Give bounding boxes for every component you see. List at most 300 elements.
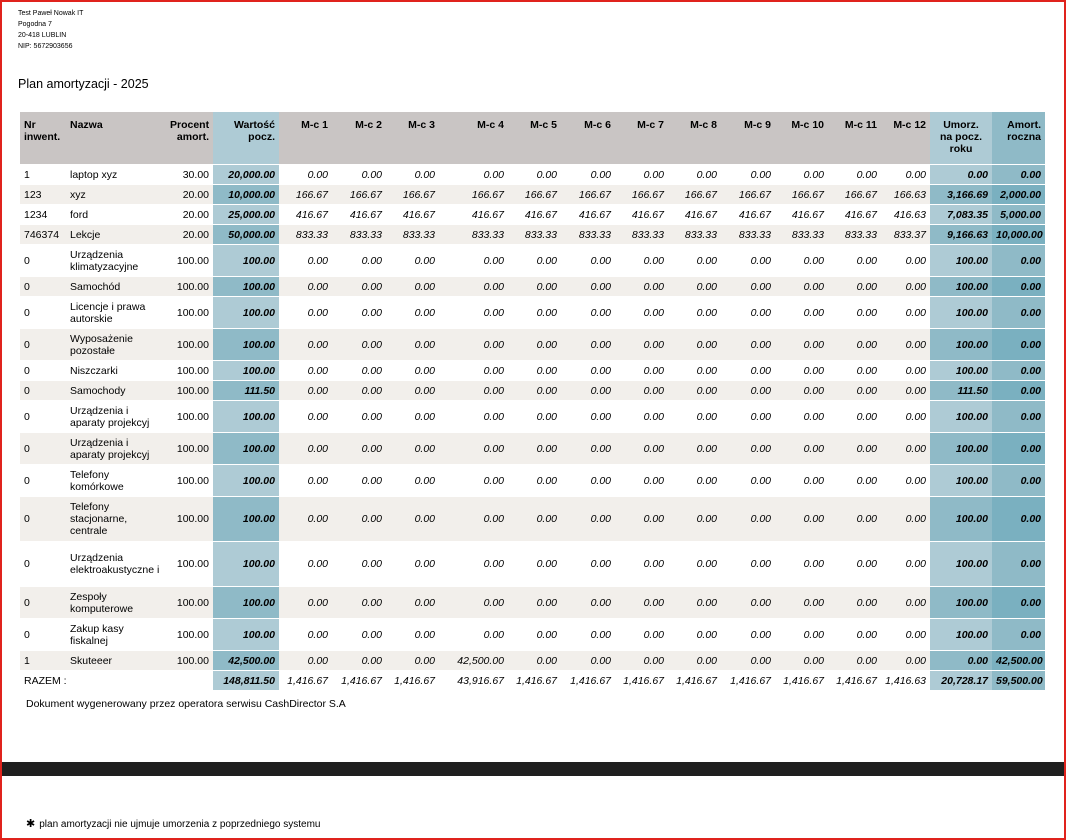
row-month-8: 0.00 <box>668 381 721 401</box>
row-month-9: 0.00 <box>721 361 775 381</box>
row-nr: 0 <box>20 587 66 619</box>
row-nr: 1 <box>20 165 66 185</box>
row-month-4: 0.00 <box>439 297 508 329</box>
row-month-11: 0.00 <box>828 165 881 185</box>
row-percent: 20.00 <box>166 185 213 205</box>
table-row <box>20 401 1045 433</box>
row-umorz: 111.50 <box>930 381 992 401</box>
row-month-2: 0.00 <box>332 329 386 361</box>
row-month-4: 0.00 <box>439 433 508 465</box>
table-row <box>20 277 1045 297</box>
row-amort: 0.00 <box>992 329 1045 361</box>
row-name: Urządzenia i aparaty projekcyj <box>66 401 166 433</box>
row-umorz: 7,083.35 <box>930 205 992 225</box>
header-wartosc: Wartość pocz. <box>213 112 279 165</box>
table-row <box>20 465 1045 497</box>
row-percent: 100.00 <box>166 619 213 651</box>
row-month-11: 0.00 <box>828 381 881 401</box>
row-umorz: 100.00 <box>930 297 992 329</box>
table-row <box>20 651 1045 671</box>
row-month-11: 0.00 <box>828 401 881 433</box>
row-month-2: 0.00 <box>332 542 386 587</box>
row-umorz: 100.00 <box>930 542 992 587</box>
table-row <box>20 245 1045 277</box>
row-percent: 100.00 <box>166 542 213 587</box>
row-month-11: 166.67 <box>828 185 881 205</box>
row-amort: 0.00 <box>992 401 1045 433</box>
row-month-9: 0.00 <box>721 497 775 542</box>
row-amort: 0.00 <box>992 465 1045 497</box>
row-name: Urządzenia klimatyzacyjne <box>66 245 166 277</box>
row-month-11: 0.00 <box>828 329 881 361</box>
row-percent: 20.00 <box>166 225 213 245</box>
total-month-1: 1,416.67 <box>279 671 332 691</box>
footnote <box>26 817 320 830</box>
row-month-12: 0.00 <box>881 381 930 401</box>
total-wartosc: 148,811.50 <box>213 671 279 691</box>
row-name: Telefony stacjonarne, centrale <box>66 497 166 542</box>
row-amort: 0.00 <box>992 497 1045 542</box>
header-row <box>20 112 1045 165</box>
header-amort: Amort. roczna <box>992 112 1045 165</box>
row-month-6: 0.00 <box>561 361 615 381</box>
row-month-9: 0.00 <box>721 297 775 329</box>
row-month-11: 0.00 <box>828 542 881 587</box>
row-month-2: 0.00 <box>332 381 386 401</box>
row-month-5: 0.00 <box>508 433 561 465</box>
row-name: Urządzenia i aparaty projekcyj <box>66 433 166 465</box>
row-percent: 100.00 <box>166 465 213 497</box>
row-amort: 0.00 <box>992 277 1045 297</box>
row-wartosc: 25,000.00 <box>213 205 279 225</box>
row-amort: 10,000.00 <box>992 225 1045 245</box>
row-amort: 0.00 <box>992 381 1045 401</box>
row-month-8: 0.00 <box>668 651 721 671</box>
company-city: 20-418 LUBLIN <box>18 32 67 39</box>
row-amort: 0.00 <box>992 297 1045 329</box>
row-name: Niszczarki <box>66 361 166 381</box>
table-row <box>20 225 1045 245</box>
total-month-7: 1,416.67 <box>615 671 668 691</box>
header-month-11: M-c 11 <box>828 112 881 165</box>
row-wartosc: 100.00 <box>213 277 279 297</box>
row-month-4: 0.00 <box>439 542 508 587</box>
row-month-4: 833.33 <box>439 225 508 245</box>
row-month-6: 0.00 <box>561 542 615 587</box>
row-month-2: 0.00 <box>332 361 386 381</box>
row-month-9: 0.00 <box>721 433 775 465</box>
row-month-1: 0.00 <box>279 329 332 361</box>
row-month-12: 0.00 <box>881 433 930 465</box>
page-divider-bar <box>2 762 1064 776</box>
row-month-10: 0.00 <box>775 497 828 542</box>
row-month-4: 0.00 <box>439 277 508 297</box>
row-month-2: 833.33 <box>332 225 386 245</box>
row-name: Skuteeer <box>66 651 166 671</box>
row-percent: 20.00 <box>166 205 213 225</box>
row-name: laptop xyz <box>66 165 166 185</box>
row-month-7: 833.33 <box>615 225 668 245</box>
row-month-9: 416.67 <box>721 205 775 225</box>
row-month-1: 0.00 <box>279 465 332 497</box>
row-month-8: 0.00 <box>668 433 721 465</box>
row-amort: 2,000.00 <box>992 185 1045 205</box>
row-month-7: 0.00 <box>615 297 668 329</box>
row-month-1: 0.00 <box>279 381 332 401</box>
row-month-1: 0.00 <box>279 277 332 297</box>
row-nr: 0 <box>20 245 66 277</box>
row-month-5: 0.00 <box>508 465 561 497</box>
row-month-5: 0.00 <box>508 587 561 619</box>
row-month-11: 416.67 <box>828 205 881 225</box>
total-month-6: 1,416.67 <box>561 671 615 691</box>
row-month-8: 416.67 <box>668 205 721 225</box>
row-wartosc: 100.00 <box>213 619 279 651</box>
row-umorz: 100.00 <box>930 497 992 542</box>
row-month-4: 0.00 <box>439 381 508 401</box>
row-month-3: 416.67 <box>386 205 439 225</box>
row-percent: 100.00 <box>166 497 213 542</box>
row-month-6: 0.00 <box>561 277 615 297</box>
row-month-1: 0.00 <box>279 297 332 329</box>
table-row <box>20 361 1045 381</box>
row-nr: 0 <box>20 497 66 542</box>
row-umorz: 9,166.63 <box>930 225 992 245</box>
row-nr: 0 <box>20 381 66 401</box>
row-month-8: 0.00 <box>668 245 721 277</box>
row-nr: 0 <box>20 465 66 497</box>
table-row <box>20 329 1045 361</box>
row-month-4: 416.67 <box>439 205 508 225</box>
row-month-1: 0.00 <box>279 165 332 185</box>
row-name: Samochód <box>66 277 166 297</box>
row-month-6: 0.00 <box>561 619 615 651</box>
total-umorz: 20,728.17 <box>930 671 992 691</box>
row-month-7: 0.00 <box>615 433 668 465</box>
row-percent: 100.00 <box>166 587 213 619</box>
row-percent: 100.00 <box>166 329 213 361</box>
row-month-8: 0.00 <box>668 619 721 651</box>
generated-note: Dokument wygenerowany przez operatora serwisu CashDirector S.A <box>26 698 346 710</box>
row-month-1: 0.00 <box>279 361 332 381</box>
row-umorz: 100.00 <box>930 619 992 651</box>
row-month-1: 0.00 <box>279 497 332 542</box>
row-month-11: 0.00 <box>828 651 881 671</box>
row-month-6: 0.00 <box>561 381 615 401</box>
row-umorz: 100.00 <box>930 361 992 381</box>
row-wartosc: 111.50 <box>213 381 279 401</box>
row-month-3: 0.00 <box>386 433 439 465</box>
header-nr: Nr inwent. <box>20 112 66 165</box>
row-month-5: 0.00 <box>508 165 561 185</box>
table-row <box>20 165 1045 185</box>
row-name: Telefony komórkowe <box>66 465 166 497</box>
row-wartosc: 100.00 <box>213 497 279 542</box>
row-percent: 100.00 <box>166 297 213 329</box>
row-month-5: 0.00 <box>508 297 561 329</box>
row-month-5: 0.00 <box>508 401 561 433</box>
row-percent: 100.00 <box>166 433 213 465</box>
row-month-8: 0.00 <box>668 277 721 297</box>
row-name: Zespoły komputerowe <box>66 587 166 619</box>
row-month-3: 0.00 <box>386 361 439 381</box>
row-month-2: 0.00 <box>332 497 386 542</box>
row-month-11: 0.00 <box>828 497 881 542</box>
row-umorz: 100.00 <box>930 329 992 361</box>
row-month-12: 0.00 <box>881 619 930 651</box>
header-month-7: M-c 7 <box>615 112 668 165</box>
row-month-4: 0.00 <box>439 245 508 277</box>
row-month-4: 0.00 <box>439 619 508 651</box>
row-month-6: 0.00 <box>561 497 615 542</box>
row-month-6: 0.00 <box>561 433 615 465</box>
header-month-4: M-c 4 <box>439 112 508 165</box>
row-umorz: 100.00 <box>930 245 992 277</box>
row-month-10: 833.33 <box>775 225 828 245</box>
depreciation-table <box>20 112 1045 690</box>
row-month-6: 0.00 <box>561 245 615 277</box>
row-nr: 746374 <box>20 225 66 245</box>
row-umorz: 100.00 <box>930 433 992 465</box>
row-month-8: 833.33 <box>668 225 721 245</box>
row-month-11: 0.00 <box>828 361 881 381</box>
row-wartosc: 100.00 <box>213 465 279 497</box>
header-month-1: M-c 1 <box>279 112 332 165</box>
row-month-10: 166.67 <box>775 185 828 205</box>
row-nr: 1 <box>20 651 66 671</box>
row-name: Licencje i prawa autorskie <box>66 297 166 329</box>
row-month-12: 0.00 <box>881 297 930 329</box>
row-percent: 100.00 <box>166 361 213 381</box>
row-month-7: 416.67 <box>615 205 668 225</box>
row-month-6: 0.00 <box>561 651 615 671</box>
row-month-1: 833.33 <box>279 225 332 245</box>
row-month-2: 0.00 <box>332 587 386 619</box>
header-nazwa: Nazwa <box>66 112 166 165</box>
row-month-7: 0.00 <box>615 465 668 497</box>
row-month-2: 0.00 <box>332 165 386 185</box>
row-month-3: 0.00 <box>386 277 439 297</box>
row-nr: 123 <box>20 185 66 205</box>
company-name: Test Paweł Nowak IT <box>18 10 84 17</box>
row-umorz: 100.00 <box>930 277 992 297</box>
row-wartosc: 100.00 <box>213 401 279 433</box>
row-month-8: 0.00 <box>668 165 721 185</box>
company-nip: NIP: 5672903656 <box>18 43 73 50</box>
row-month-11: 833.33 <box>828 225 881 245</box>
row-amort: 42,500.00 <box>992 651 1045 671</box>
row-month-12: 0.00 <box>881 587 930 619</box>
row-month-1: 0.00 <box>279 401 332 433</box>
row-month-9: 0.00 <box>721 381 775 401</box>
row-month-8: 0.00 <box>668 401 721 433</box>
row-month-6: 0.00 <box>561 297 615 329</box>
row-wartosc: 100.00 <box>213 361 279 381</box>
table-row <box>20 297 1045 329</box>
row-month-9: 0.00 <box>721 542 775 587</box>
row-month-6: 0.00 <box>561 329 615 361</box>
row-wartosc: 100.00 <box>213 329 279 361</box>
header-procent: Procent amort. <box>166 112 213 165</box>
row-wartosc: 100.00 <box>213 433 279 465</box>
row-month-3: 0.00 <box>386 245 439 277</box>
row-month-9: 0.00 <box>721 651 775 671</box>
row-month-11: 0.00 <box>828 277 881 297</box>
row-wartosc: 100.00 <box>213 245 279 277</box>
row-month-10: 0.00 <box>775 401 828 433</box>
total-month-9: 1,416.67 <box>721 671 775 691</box>
row-month-12: 0.00 <box>881 245 930 277</box>
row-month-12: 0.00 <box>881 497 930 542</box>
row-month-6: 833.33 <box>561 225 615 245</box>
header-month-8: M-c 8 <box>668 112 721 165</box>
row-month-4: 0.00 <box>439 465 508 497</box>
row-month-7: 0.00 <box>615 401 668 433</box>
row-month-12: 0.00 <box>881 651 930 671</box>
row-month-10: 416.67 <box>775 205 828 225</box>
row-month-7: 0.00 <box>615 381 668 401</box>
row-month-4: 0.00 <box>439 497 508 542</box>
row-month-6: 166.67 <box>561 185 615 205</box>
row-month-11: 0.00 <box>828 465 881 497</box>
row-month-10: 0.00 <box>775 651 828 671</box>
row-month-8: 0.00 <box>668 329 721 361</box>
row-month-4: 0.00 <box>439 587 508 619</box>
row-month-12: 0.00 <box>881 542 930 587</box>
row-amort: 0.00 <box>992 361 1045 381</box>
row-month-9: 0.00 <box>721 277 775 297</box>
row-month-10: 0.00 <box>775 465 828 497</box>
row-month-1: 0.00 <box>279 542 332 587</box>
row-percent: 100.00 <box>166 277 213 297</box>
row-month-1: 0.00 <box>279 433 332 465</box>
row-month-11: 0.00 <box>828 619 881 651</box>
total-month-10: 1,416.67 <box>775 671 828 691</box>
row-month-5: 0.00 <box>508 619 561 651</box>
header-month-10: M-c 10 <box>775 112 828 165</box>
row-month-9: 0.00 <box>721 165 775 185</box>
row-name: xyz <box>66 185 166 205</box>
row-umorz: 0.00 <box>930 651 992 671</box>
row-month-6: 0.00 <box>561 465 615 497</box>
row-month-7: 0.00 <box>615 542 668 587</box>
row-month-4: 166.67 <box>439 185 508 205</box>
row-nr: 0 <box>20 277 66 297</box>
row-month-1: 0.00 <box>279 245 332 277</box>
row-amort: 0.00 <box>992 619 1045 651</box>
row-month-5: 416.67 <box>508 205 561 225</box>
row-month-7: 0.00 <box>615 651 668 671</box>
row-month-12: 833.37 <box>881 225 930 245</box>
row-month-6: 416.67 <box>561 205 615 225</box>
row-month-5: 0.00 <box>508 277 561 297</box>
row-amort: 0.00 <box>992 433 1045 465</box>
row-percent: 30.00 <box>166 165 213 185</box>
header-month-2: M-c 2 <box>332 112 386 165</box>
row-month-8: 0.00 <box>668 297 721 329</box>
total-month-5: 1,416.67 <box>508 671 561 691</box>
row-percent: 100.00 <box>166 381 213 401</box>
total-month-12: 1,416.63 <box>881 671 930 691</box>
row-month-5: 0.00 <box>508 542 561 587</box>
total-row <box>20 671 1045 691</box>
row-month-10: 0.00 <box>775 277 828 297</box>
row-month-7: 0.00 <box>615 329 668 361</box>
total-month-8: 1,416.67 <box>668 671 721 691</box>
row-month-2: 0.00 <box>332 465 386 497</box>
table-row <box>20 619 1045 651</box>
row-month-9: 0.00 <box>721 401 775 433</box>
row-month-10: 0.00 <box>775 297 828 329</box>
table-row <box>20 381 1045 401</box>
row-month-11: 0.00 <box>828 297 881 329</box>
row-month-7: 166.67 <box>615 185 668 205</box>
row-month-9: 0.00 <box>721 329 775 361</box>
row-wartosc: 42,500.00 <box>213 651 279 671</box>
header-month-9: M-c 9 <box>721 112 775 165</box>
row-month-1: 416.67 <box>279 205 332 225</box>
row-month-2: 166.67 <box>332 185 386 205</box>
row-month-10: 0.00 <box>775 165 828 185</box>
row-month-3: 0.00 <box>386 542 439 587</box>
row-umorz: 100.00 <box>930 587 992 619</box>
row-month-2: 0.00 <box>332 433 386 465</box>
row-month-11: 0.00 <box>828 245 881 277</box>
row-wartosc: 10,000.00 <box>213 185 279 205</box>
header-umorz: Umorz. na pocz. roku <box>930 112 992 165</box>
row-month-5: 0.00 <box>508 329 561 361</box>
row-month-12: 416.63 <box>881 205 930 225</box>
row-month-9: 833.33 <box>721 225 775 245</box>
row-month-3: 0.00 <box>386 465 439 497</box>
row-month-3: 0.00 <box>386 165 439 185</box>
row-month-11: 0.00 <box>828 433 881 465</box>
row-nr: 0 <box>20 297 66 329</box>
row-name: ford <box>66 205 166 225</box>
table-row <box>20 542 1045 587</box>
footnote-text: plan amortyzacji nie ujmuje umorzenia z poprzedniego systemu <box>39 819 321 830</box>
row-month-7: 0.00 <box>615 497 668 542</box>
row-month-10: 0.00 <box>775 619 828 651</box>
row-month-7: 0.00 <box>615 361 668 381</box>
row-month-9: 166.67 <box>721 185 775 205</box>
row-nr: 0 <box>20 619 66 651</box>
row-month-6: 0.00 <box>561 165 615 185</box>
row-month-5: 833.33 <box>508 225 561 245</box>
row-name: Wyposażenie pozostałe <box>66 329 166 361</box>
row-month-8: 166.67 <box>668 185 721 205</box>
row-month-8: 0.00 <box>668 542 721 587</box>
row-month-4: 0.00 <box>439 165 508 185</box>
row-wartosc: 100.00 <box>213 587 279 619</box>
row-month-5: 0.00 <box>508 651 561 671</box>
row-percent: 100.00 <box>166 401 213 433</box>
row-month-10: 0.00 <box>775 245 828 277</box>
row-nr: 0 <box>20 361 66 381</box>
row-month-3: 0.00 <box>386 619 439 651</box>
row-month-9: 0.00 <box>721 465 775 497</box>
row-month-3: 0.00 <box>386 651 439 671</box>
row-month-6: 0.00 <box>561 587 615 619</box>
row-month-5: 0.00 <box>508 381 561 401</box>
row-name: Lekcje <box>66 225 166 245</box>
row-nr: 0 <box>20 433 66 465</box>
row-month-9: 0.00 <box>721 587 775 619</box>
total-month-4: 43,916.67 <box>439 671 508 691</box>
row-month-7: 0.00 <box>615 587 668 619</box>
row-month-3: 0.00 <box>386 329 439 361</box>
row-month-12: 166.63 <box>881 185 930 205</box>
